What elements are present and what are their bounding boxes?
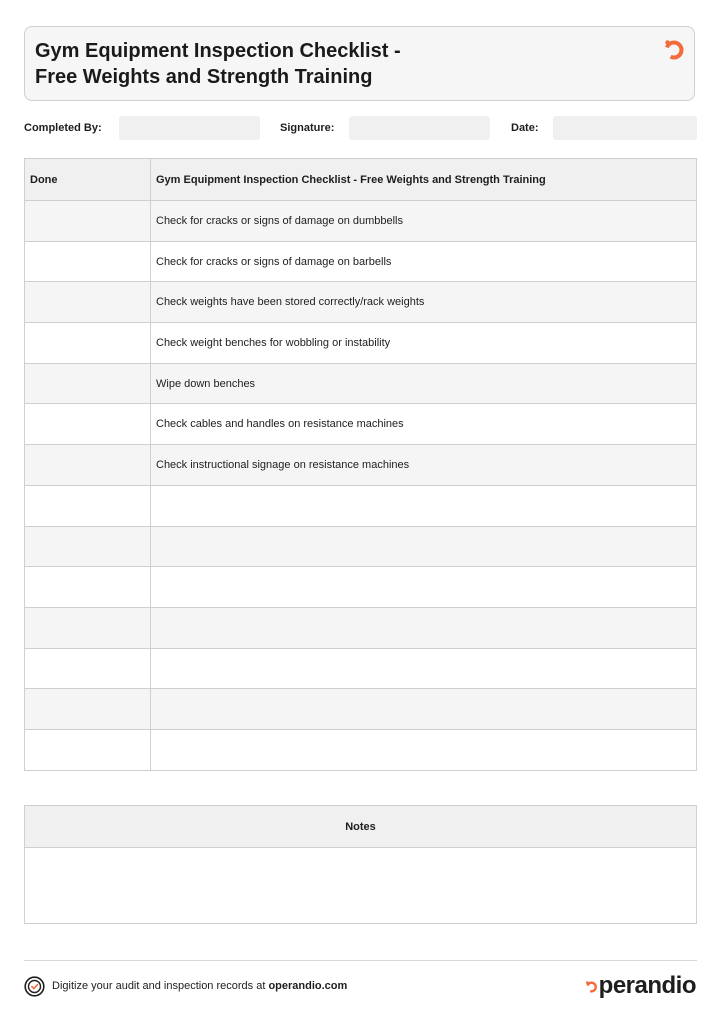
title-line-1: Gym Equipment Inspection Checklist - (35, 40, 401, 62)
table-row (25, 607, 697, 648)
task-cell: Check for cracks or signs of damage on dumbbells (151, 201, 697, 242)
task-cell (151, 485, 697, 526)
title-line-2: Free Weights and Strength Training (35, 66, 373, 88)
done-cell[interactable] (25, 567, 151, 608)
brand-logo (584, 971, 696, 1001)
done-cell[interactable] (25, 323, 151, 364)
task-cell: Check cables and handles on resistance machines (151, 404, 697, 445)
table-row (25, 567, 697, 608)
date-field[interactable] (553, 116, 697, 140)
table-row (25, 485, 697, 526)
check-circle-icon (24, 976, 45, 997)
table-row (25, 323, 697, 364)
done-cell[interactable] (25, 648, 151, 689)
notes-header: Notes (25, 806, 696, 848)
done-cell[interactable] (25, 485, 151, 526)
task-cell: Check for cracks or signs of damage on barbells (151, 241, 697, 282)
task-cell: Check weights have been stored correctly/rack weights (151, 282, 697, 323)
task-cell: Check instructional signage on resistance machines (151, 445, 697, 486)
completed-by-field[interactable] (119, 116, 260, 140)
checklist-body (25, 201, 697, 771)
checklist-table (24, 158, 697, 771)
table-row (25, 729, 697, 770)
done-cell[interactable] (25, 363, 151, 404)
done-cell[interactable] (25, 241, 151, 282)
operandio-logo-icon (584, 979, 598, 993)
table-row (25, 445, 697, 486)
task-cell (151, 648, 697, 689)
task-cell: Wipe down benches (151, 363, 697, 404)
table-row (25, 201, 697, 242)
done-cell[interactable] (25, 526, 151, 567)
done-cell[interactable] (25, 689, 151, 730)
done-cell[interactable] (25, 607, 151, 648)
done-cell[interactable] (25, 282, 151, 323)
task-cell: Check weight benches for wobbling or instability (151, 323, 697, 364)
task-cell (151, 689, 697, 730)
notes-section (24, 805, 697, 924)
field-row (24, 116, 697, 140)
table-row (25, 526, 697, 567)
task-column-header: Gym Equipment Inspection Checklist - Free Weights and Strength Training (151, 159, 697, 201)
task-cell (151, 526, 697, 567)
done-cell[interactable] (25, 445, 151, 486)
task-cell (151, 567, 697, 608)
page-title (35, 38, 401, 90)
footer-text (52, 980, 347, 992)
brand-text: perandio (598, 972, 696, 999)
task-cell (151, 607, 697, 648)
done-cell[interactable] (25, 201, 151, 242)
table-row (25, 648, 697, 689)
table-row (25, 404, 697, 445)
signature-field[interactable] (349, 116, 490, 140)
header-box (24, 26, 695, 101)
table-row (25, 363, 697, 404)
footer-link[interactable]: operandio.com (268, 980, 348, 992)
table-row (25, 282, 697, 323)
done-cell[interactable] (25, 729, 151, 770)
table-row (25, 689, 697, 730)
table-header-row (25, 159, 697, 201)
notes-field[interactable] (25, 848, 696, 923)
date-label: Date: (511, 122, 539, 134)
done-column-header: Done (25, 159, 151, 201)
task-cell (151, 729, 697, 770)
operandio-mark-icon (662, 38, 686, 62)
footer-text-prefix: Digitize your audit and inspection records at (52, 980, 269, 992)
signature-label: Signature: (280, 122, 335, 134)
done-cell[interactable] (25, 404, 151, 445)
footer-divider (24, 960, 697, 961)
completed-by-label: Completed By: (24, 122, 102, 134)
table-row (25, 241, 697, 282)
